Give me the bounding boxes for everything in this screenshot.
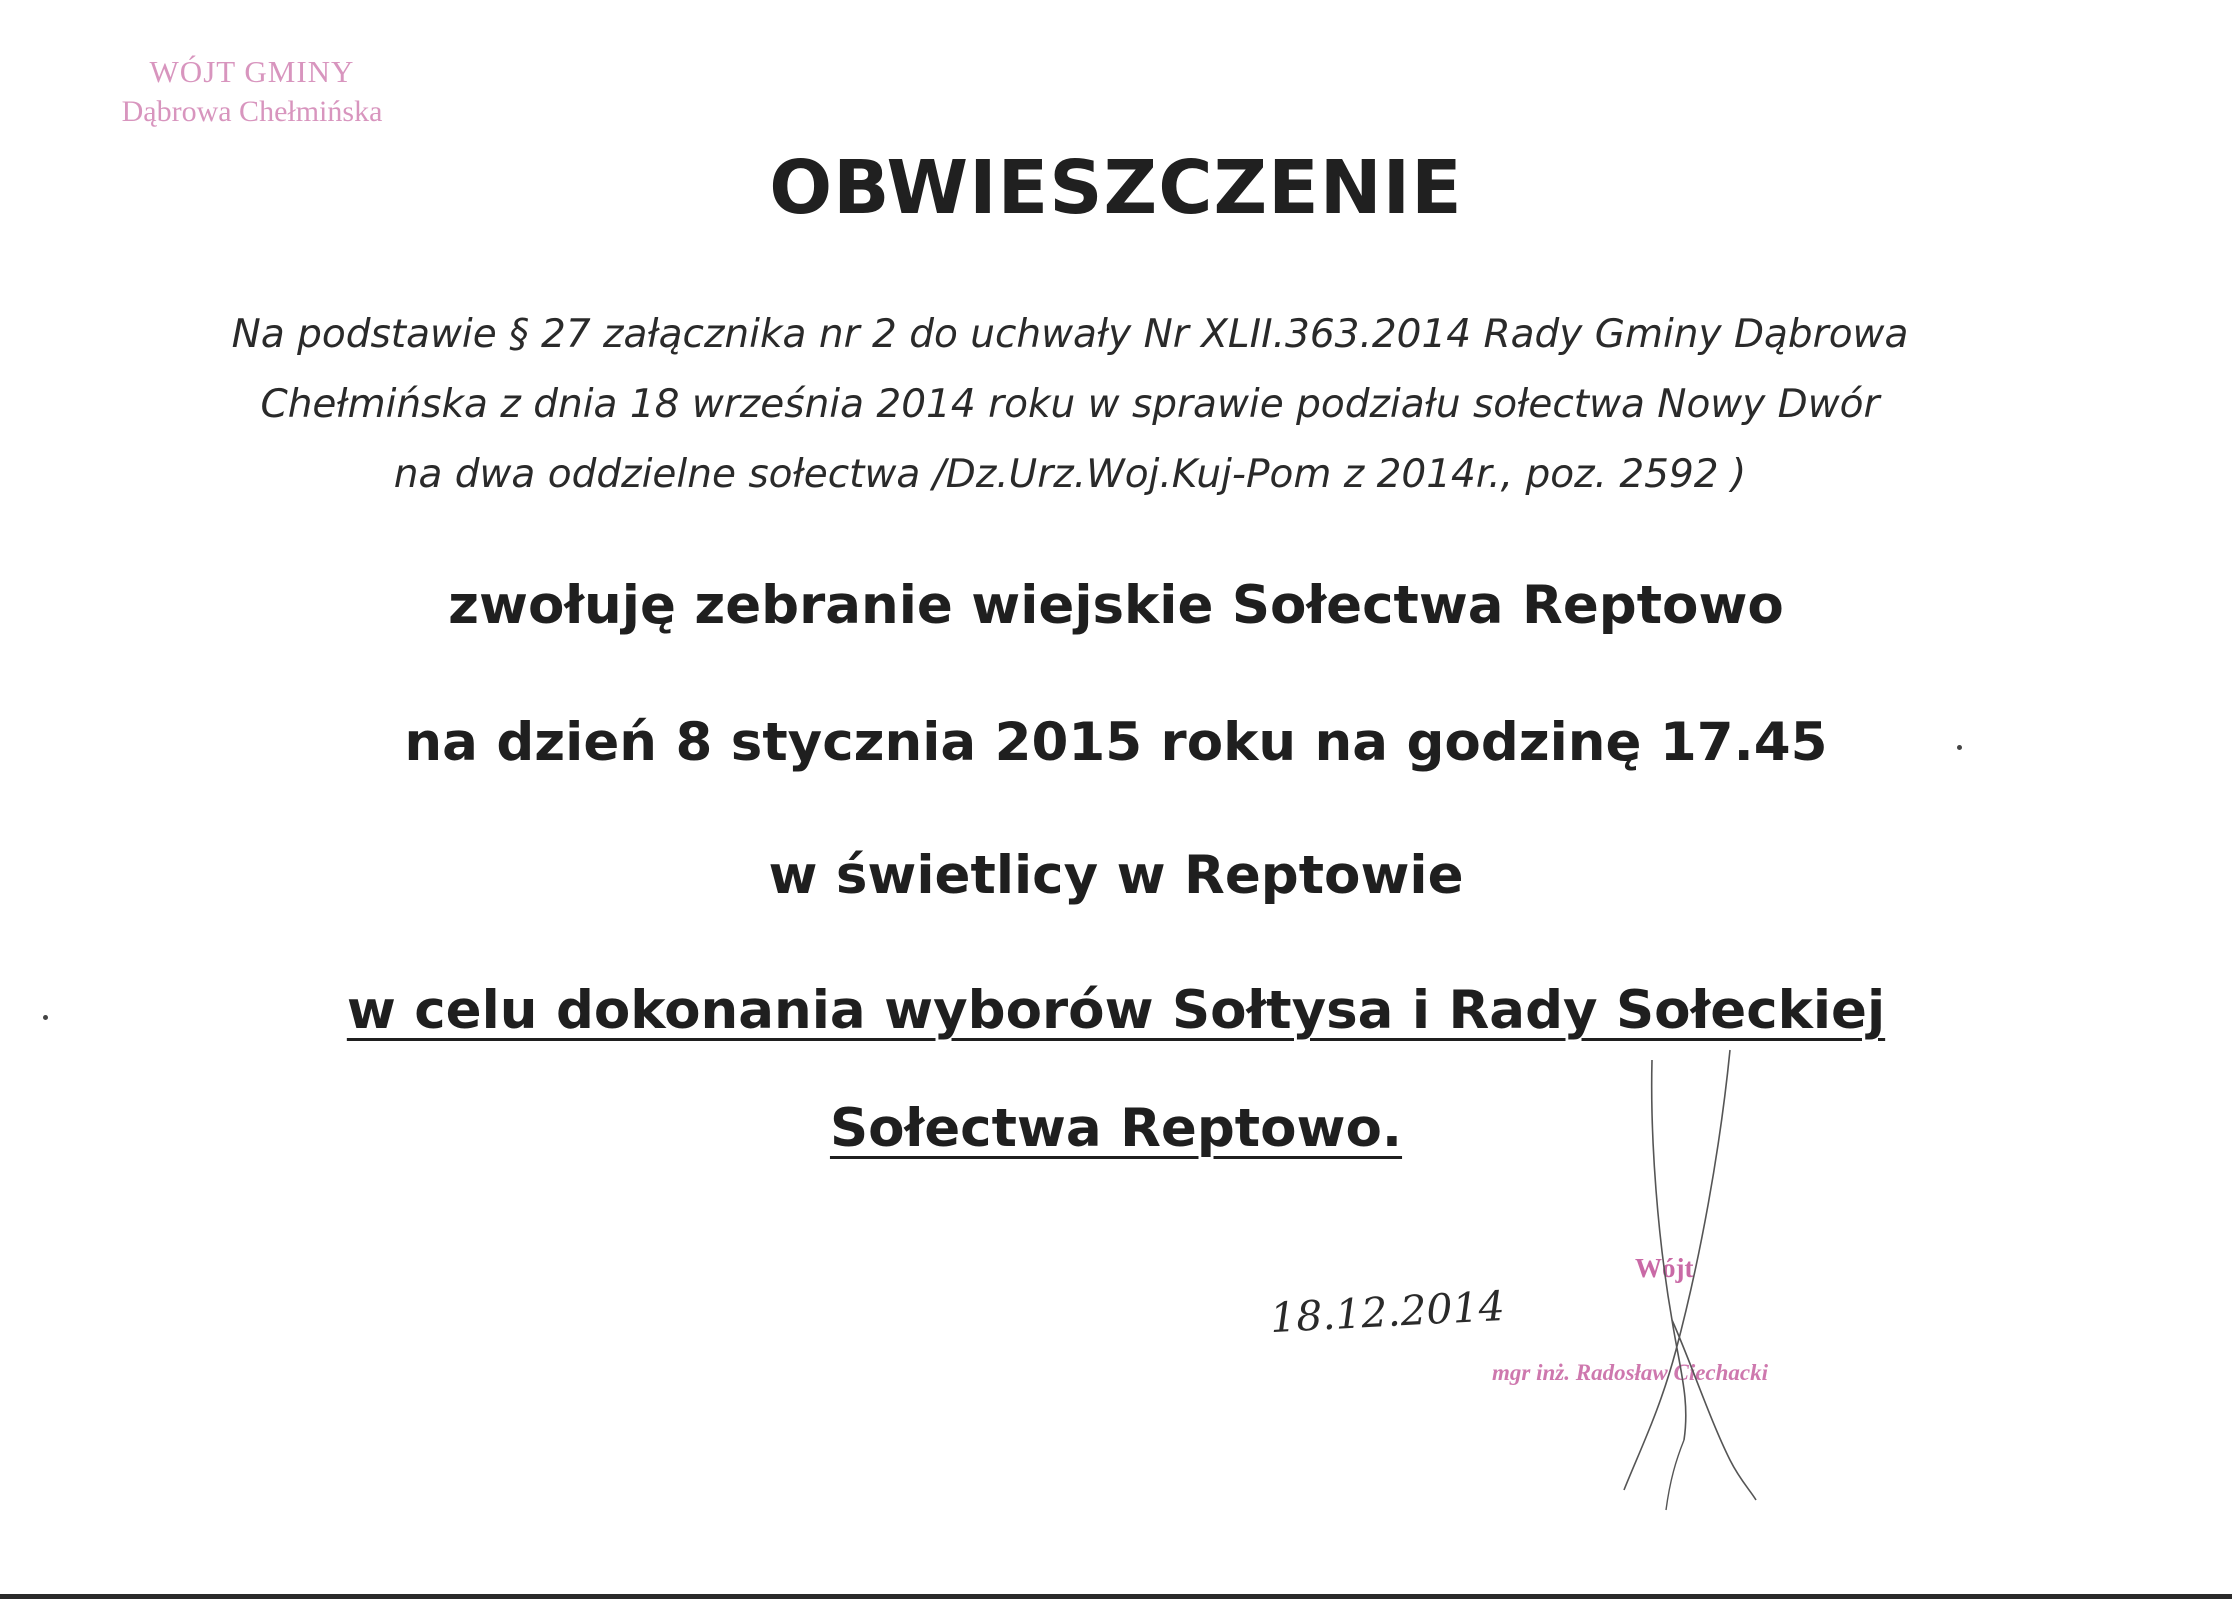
announcement-line: zwołuję zebranie wiejskie Sołectwa Reptowo: [448, 575, 1784, 636]
legal-basis-paragraph: [90, 300, 2050, 510]
signature-stamp-name: mgr inż. Radosław Ciechacki: [1492, 1360, 1769, 1385]
preamble-line: Chełmińska z dnia 18 września 2014 roku w sprawie podziału sołectwa Nowy Dwór: [260, 382, 1880, 427]
handwritten-signature: [1580, 1020, 1780, 1520]
scan-speck: [43, 1015, 48, 1020]
stamp-line-2: Dąbrowa Chełmińska: [121, 95, 383, 128]
office-stamp: [62, 52, 442, 132]
signature-stamp-title: Wójt: [1635, 1253, 1694, 1283]
meeting-date-line: na dzień 8 stycznia 2015 roku na godzinę 17.45: [404, 712, 1828, 773]
purpose-line-wrap: [0, 980, 2232, 1041]
stamp-line-1: WÓJT GMINY: [149, 54, 355, 89]
scan-bottom-edge: [0, 1594, 2232, 1599]
preamble-line: na dwa oddzielne sołectwa /Dz.Urz.Woj.Kuj-Pom z 2014r., poz. 2592 ): [393, 452, 1747, 497]
purpose-line-2-wrap: [0, 1098, 2232, 1159]
preamble-line: Na podstawie § 27 załącznika nr 2 do uchwały Nr XLII.363.2014 Rady Gminy Dąbrowa: [231, 312, 1909, 357]
purpose-line-2: Sołectwa Reptowo.: [829, 1098, 1403, 1159]
meeting-place-line: w świetlicy w Reptowie: [768, 845, 1464, 906]
page-title: OBWIESZCZENIE: [769, 145, 1463, 231]
purpose-line: w celu dokonania wyborów Sołtysa i Rady Sołeckiej: [346, 980, 1886, 1041]
handwritten-date: 18.12.2014: [1268, 1281, 1506, 1343]
